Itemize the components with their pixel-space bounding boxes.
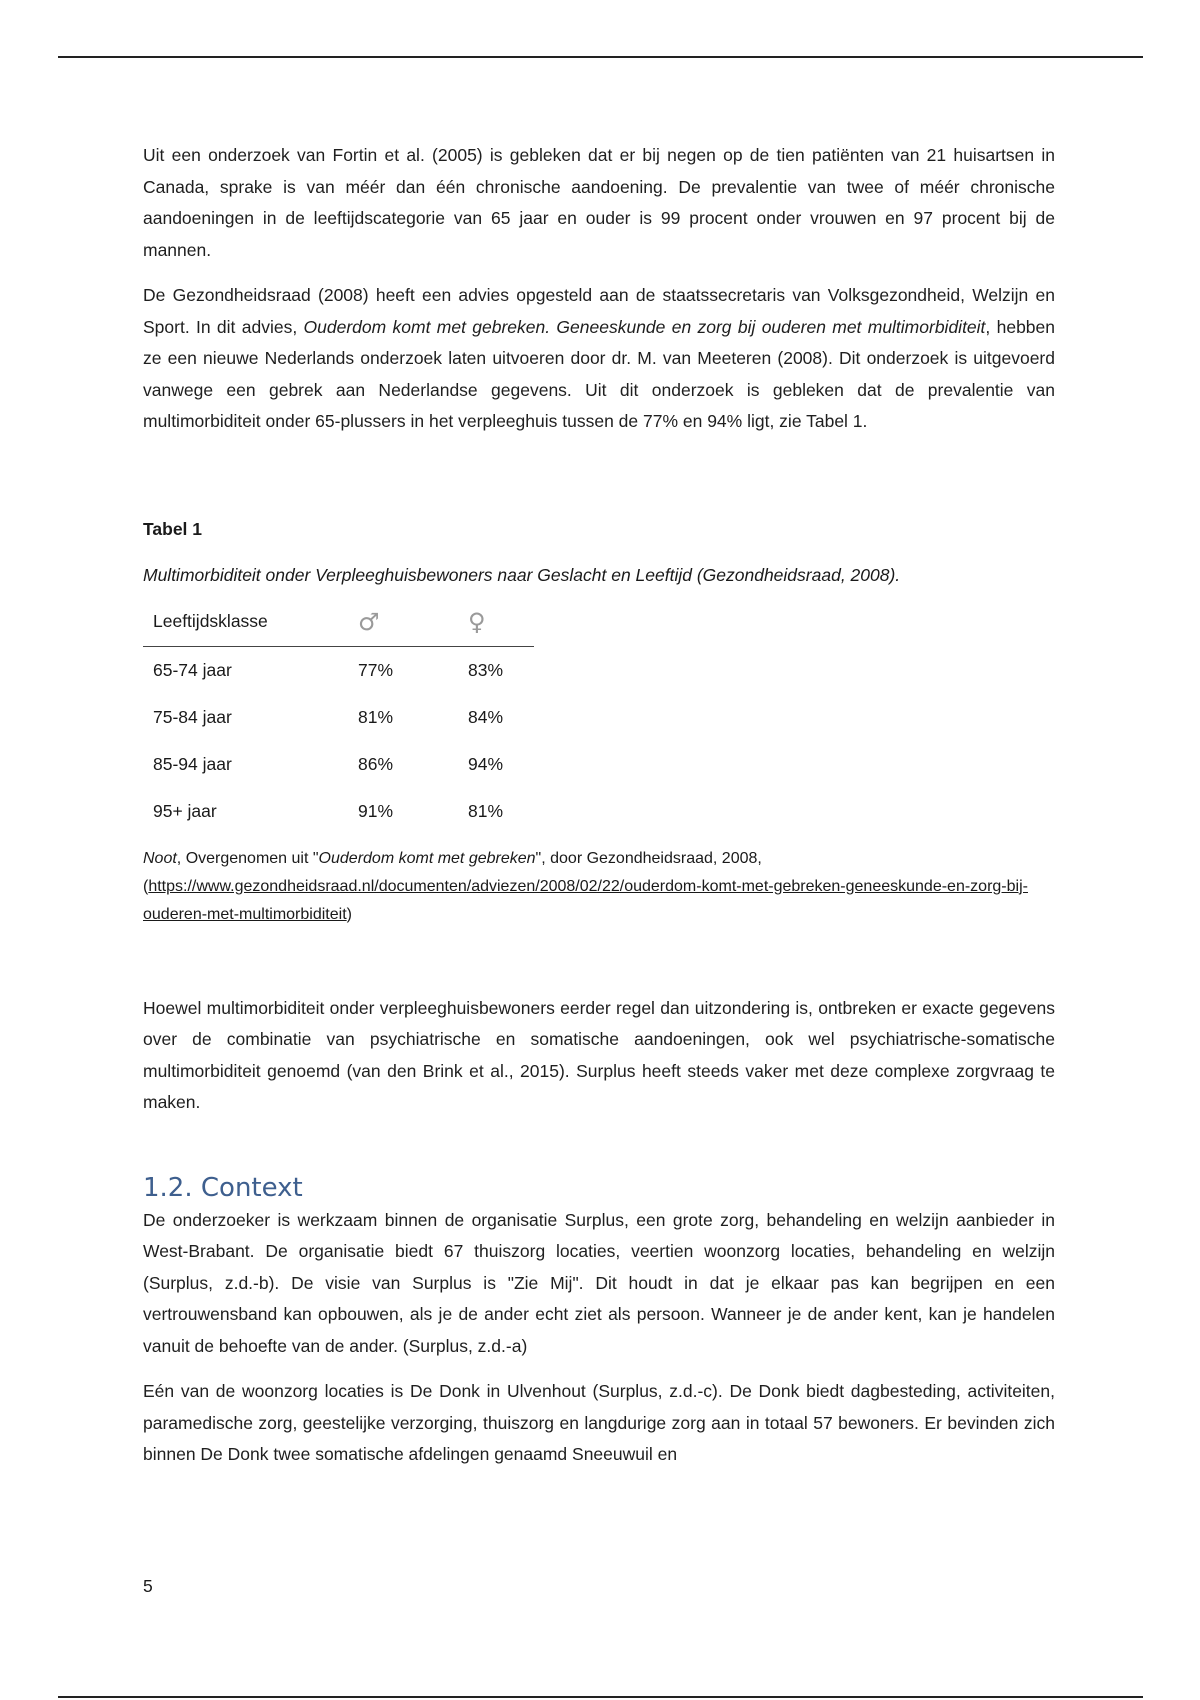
table-note [143, 845, 1055, 929]
male-value-cell: 81% [358, 706, 394, 727]
male-value-cell: 86% [358, 753, 394, 774]
page-number: 5 [143, 1576, 153, 1596]
footer-rule [58, 1696, 1143, 1698]
table-label: Tabel 1 [143, 518, 203, 539]
multimorbidity-table [143, 598, 534, 835]
age-cell: 75-84 jaar [153, 706, 232, 727]
paragraph-psychiatric: Hoewel multimorbiditeit onder verpleeghuisbewoners eerder regel dan uitzondering is, ontbreken er exacte gegevens over de combinatie van psychiatrische en somatische aandoeningen, ook wel psychiatrische-somatische multimorbiditeit genoemd (van den Brink et al., 2015). Surplus heeft steeds vaker met deze complexe zorgvraag te maken. [143, 997, 1055, 1112]
female-symbol-icon: ♀ [468, 607, 486, 636]
female-value-cell: 83% [468, 659, 504, 680]
paragraph-gezondheidsraad [143, 280, 1055, 438]
table-row [143, 694, 534, 741]
paragraph-context-1: De onderzoeker is werkzaam binnen de organisatie Surplus, een grote zorg, behandeling en welzijn aanbieder in West-Brabant. De organisatie biedt 67 thuiszorg locaties, veertien woonzorg locaties, behandeling en welzijn (Surplus, z.d.-b). De visie van Surplus is "Zie Mij". Dit houdt in dat je elkaar pas kan begrijpen en een vertrouwensband kan opbouwen, als je de ander echt ziet als persoon. Wanneer je de ander kent, kan je handelen vanuit de behoefte van de ander. (Surplus, z.d.-a) [143, 1209, 1055, 1356]
table-row [143, 646, 534, 694]
female-value-cell: 94% [468, 753, 504, 774]
table-row [143, 741, 534, 788]
male-value-cell: 91% [358, 800, 394, 821]
paragraph-text: De Gezondheidsraad (2008) heeft een advies opgesteld aan de staatssecretaris van Volksgezondheid, Welzijn en Sport. In dit advies, [143, 285, 1055, 337]
table-header-row [143, 598, 534, 647]
note-prefix: Noot [143, 849, 177, 867]
age-cell: 65-74 jaar [153, 659, 232, 680]
male-symbol-icon: ♂ [358, 607, 380, 636]
advice-title: Ouderdom komt met gebreken. Geneeskunde en zorg bij ouderen met multimorbiditeit [303, 316, 986, 337]
table-caption: Multimorbiditeit onder Verpleeghuisbewoners naar Geslacht en Leeftijd (Gezondheidsraad, 2008). [143, 564, 901, 585]
header-rule [58, 56, 1143, 58]
note-text: ", door Gezondheidsraad, 2008, [535, 849, 762, 867]
female-value-cell: 84% [468, 706, 504, 727]
note-paren-open: ( [143, 877, 149, 895]
section-heading: 1.2. Context [143, 1172, 303, 1203]
paragraph-fortin: Uit een onderzoek van Fortin et al. (2005) is gebleken dat er bij negen op de tien patiënten van 21 huisartsen in Canada, sprake is van méér dan één chronische aandoening. De prevalentie van twee of méér chronische aandoeningen in de leeftijdscategorie van 65 jaar en ouder is 99 procent onder vrouwen en 97 procent bij de mannen. [143, 145, 1055, 260]
male-value-cell: 77% [358, 659, 394, 680]
source-link[interactable]: https://www.gezondheidsraad.nl/documenten/adviezen/2008/02/22/ouderdom-komt-met-gebreken-geneeskunde-en-zorg-bij-ouderen-met-multimorbiditeit [143, 877, 1028, 923]
note-source-title: Ouderdom komt met gebreken [318, 849, 536, 867]
paragraph-text: , hebben ze een nieuwe Nederlands onderzoek laten uitvoeren door dr. M. van Meeteren (2008). Dit onderzoek is uitgevoerd vanwege een gebrek aan Nederlandse gegevens. Uit dit onderzoek is gebleken dat de prevalentie van multimorbiditeit onder 65-plussers in het verpleeghuis tussen de 77% en 94% ligt, zie Tabel 1. [143, 316, 1056, 431]
female-value-cell: 81% [468, 800, 504, 821]
header-age-class: Leeftijdsklasse [153, 611, 268, 631]
paragraph-context-2: Eén van de woonzorg locaties is De Donk in Ulvenhout (Surplus, z.d.-c). De Donk biedt dagbesteding, activiteiten, paramedische zorg, geestelijke verzorging, thuiszorg en langdurige zorg aan in totaal 57 bewoners. Er bevinden zich binnen De Donk twee somatische afdelingen genaamd Sneeuwuil en [143, 1381, 1055, 1464]
note-text: , Overgenomen uit " [176, 849, 319, 867]
table-row [143, 788, 534, 835]
age-cell: 85-94 jaar [153, 753, 232, 774]
document-body [143, 140, 1055, 1485]
age-cell: 95+ jaar [153, 800, 217, 821]
note-paren-close: ) [346, 905, 352, 923]
